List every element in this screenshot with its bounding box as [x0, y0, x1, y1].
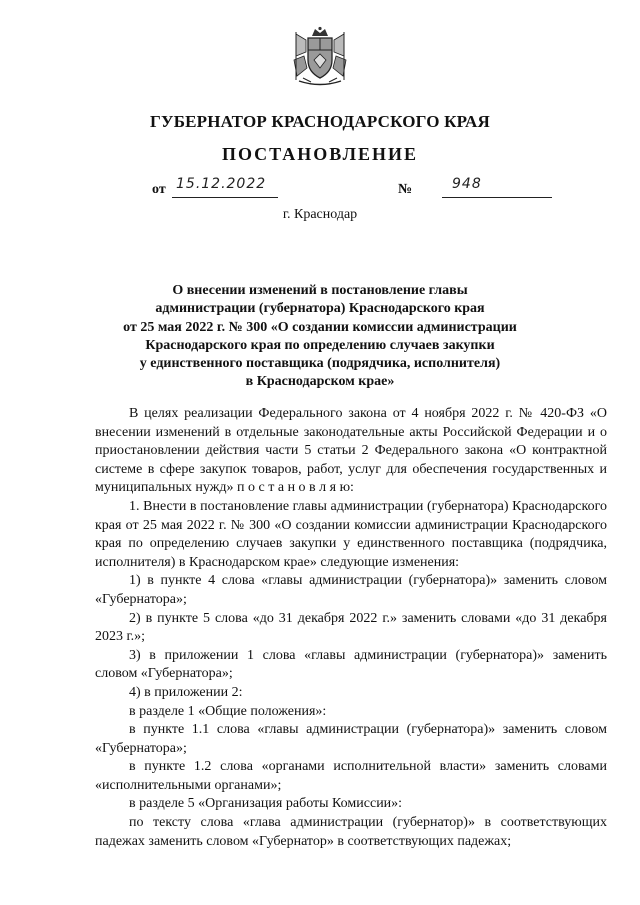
- document-body: [95, 405, 607, 851]
- subclause-paragraph: 4) в приложении 2:: [129, 684, 243, 700]
- number-value: 948: [452, 176, 482, 192]
- document-title: [110, 282, 530, 392]
- clause-1-paragraph: 1. Внести в постановление главы администрации (губернатора) Краснодарского края от 25 мая 2022 г. № 300 «О создании комиссии администрации Краснодарского края по определению случаев закупки у единственного поставщика (подрядчика, исполнителя) в Краснодарском крае» следующие изменения:: [95, 498, 607, 570]
- amendment-paragraph: в пункте 1.1 слова «главы администрации (губернатора)» заменить словом «Губернатора»;: [95, 722, 607, 756]
- date-label: от: [152, 182, 166, 197]
- document-type: ПОСТАНОВЛЕНИЕ: [221, 144, 419, 164]
- subclause-paragraph: 1) в пункте 4 слова «главы администрации (губернатора)» заменить словом «Губернатора»;: [95, 573, 607, 607]
- title-line: у единственного поставщика (подрядчика, исполнителя): [139, 356, 501, 372]
- city: г. Краснодар: [282, 207, 358, 222]
- date-underline: [172, 197, 278, 198]
- amendment-paragraph: по тексту слова «глава администрации (губернатор)» в соответствующих падежах заменить словом «Губернатор» в соответствующих падежах;: [95, 815, 607, 849]
- number-label: №: [398, 182, 413, 197]
- title-line: администрации (губернатора) Краснодарского края: [155, 301, 485, 317]
- section-paragraph: в разделе 5 «Организация работы Комиссии»:: [129, 796, 403, 812]
- number-underline: [442, 197, 552, 198]
- title-line: в Краснодарском крае»: [245, 374, 395, 390]
- date-value: 15.12.2022: [176, 176, 267, 192]
- registration-line: [0, 176, 640, 204]
- title-line: Краснодарского края по определению случаев закупки: [145, 337, 495, 353]
- section-paragraph: в разделе 1 «Общие положения»:: [129, 703, 327, 719]
- title-line: О внесении изменений в постановление главы: [172, 283, 468, 298]
- amendment-paragraph: в пункте 1.2 слова «органами исполнительной власти» заменить словами «исполнительными органами»;: [95, 759, 607, 793]
- issuing-authority: ГУБЕРНАТОР КРАСНОДАРСКОГО КРАЯ: [150, 112, 490, 131]
- title-line: от 25 мая 2022 г. № 300 «О создании комиссии администрации: [123, 319, 517, 335]
- preamble-paragraph: В целях реализации Федерального закона от 4 ноября 2022 г. № 420-ФЗ «О внесении изменений в отдельные законодательные акты Российской Федерации и о приостановлении действия части 5 статьи 2 Федерального закона «О контрактной системе в сфере закупок товаров, работ, услуг для обеспечения государственных и муниципальных нужд» п о с т а н о в л я ю:: [95, 406, 607, 496]
- coat-of-arms-icon: [291, 26, 349, 88]
- subclause-paragraph: 3) в приложении 1 слова «главы администрации (губернатора)» заменить словом «Губернатора»;: [95, 647, 607, 682]
- subclause-paragraph: 2) в пункте 5 слова «до 31 декабря 2022 г.» заменить словами «до 31 декабря 2023 г.»;: [95, 610, 607, 645]
